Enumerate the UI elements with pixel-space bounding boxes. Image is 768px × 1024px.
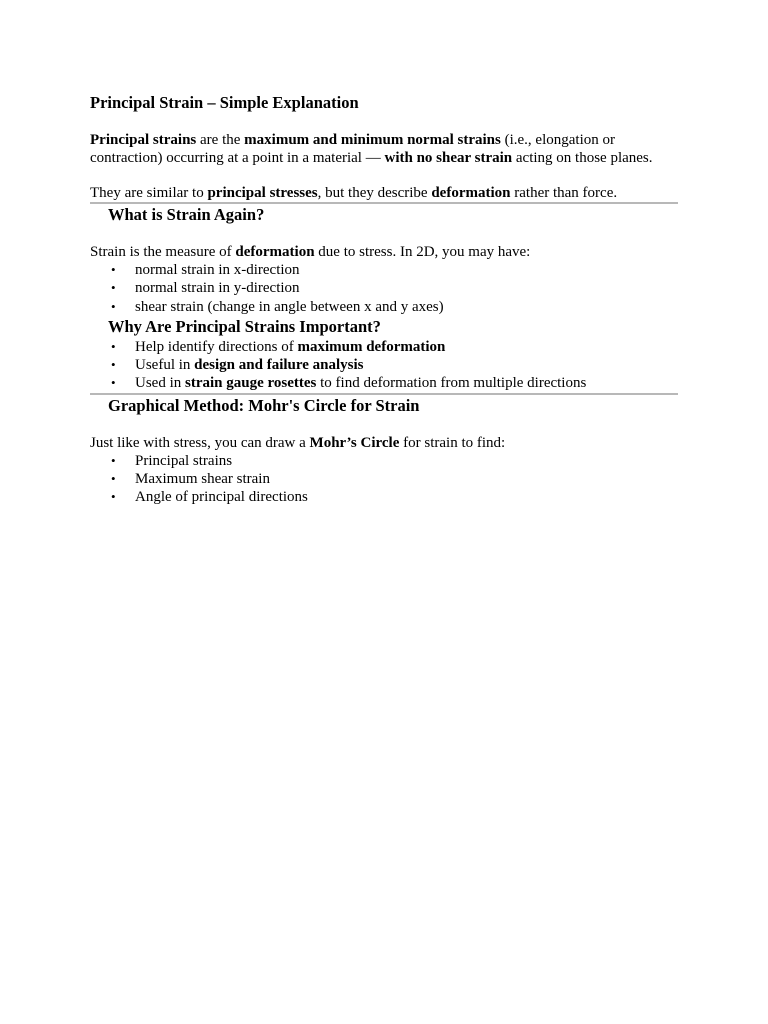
- strain-text-1: Strain is the measure of: [90, 244, 236, 260]
- strain-definition-paragraph: [90, 243, 678, 261]
- term-principal-stresses: principal stresses: [207, 185, 318, 201]
- term-deformation: deformation: [431, 185, 511, 201]
- mohr-results-list: [90, 452, 678, 507]
- intro-paragraph: [90, 131, 678, 167]
- mohr-text-1: Just like with stress, you can draw a: [90, 434, 310, 451]
- term-principal-strains: Principal strains: [90, 132, 197, 148]
- heading-graphical-method: Graphical Method: Mohr's Circle for Strain: [108, 395, 420, 415]
- similarity-paragraph: [90, 184, 678, 202]
- term-no-shear-strain: with no shear strain: [384, 150, 513, 166]
- intro-text-1: are the: [196, 132, 245, 148]
- strain-text-2: due to stress. In 2D, you may have:: [314, 244, 531, 260]
- similar-text-3: rather than force.: [510, 185, 618, 201]
- list-item: • normal strain in x-direction: [90, 261, 678, 279]
- heading-what-is-strain: What is Strain Again?: [108, 205, 265, 224]
- list-item: • Maximum shear strain: [90, 470, 678, 488]
- importance-list: [90, 338, 678, 393]
- document-title: Principal Strain – Simple Explanation: [90, 93, 359, 112]
- heading-why-important: Why Are Principal Strains Important?: [108, 316, 381, 336]
- term-deformation-2: deformation: [235, 244, 315, 260]
- list-item: • Angle of principal directions: [90, 488, 678, 506]
- list-item: • Useful in design and failure analysis: [90, 356, 678, 374]
- intro-text-2: (i.e., elongation or contraction) occurring at a point in a material —: [90, 132, 615, 166]
- strain-types-list: [90, 261, 678, 316]
- similar-text-1: They are similar to: [90, 185, 208, 201]
- mohr-paragraph: [90, 434, 678, 452]
- term-mohrs-circle: Mohr’s Circle: [309, 434, 400, 451]
- list-item: • Help identify directions of maximum deformation: [90, 338, 678, 356]
- list-item: • normal strain in y-direction: [90, 279, 678, 297]
- similar-text-2: , but they describe: [317, 185, 432, 201]
- intro-text-3: acting on those planes.: [512, 150, 653, 166]
- list-item: • Used in strain gauge rosettes to find deformation from multiple directions: [90, 374, 678, 392]
- mohr-text-2: for strain to find:: [399, 434, 506, 451]
- term-max-min-normal-strains: maximum and minimum normal strains: [244, 132, 501, 148]
- list-item: • Principal strains: [90, 452, 678, 470]
- list-item: • shear strain (change in angle between x and y axes): [90, 298, 678, 316]
- document-body: [90, 92, 678, 507]
